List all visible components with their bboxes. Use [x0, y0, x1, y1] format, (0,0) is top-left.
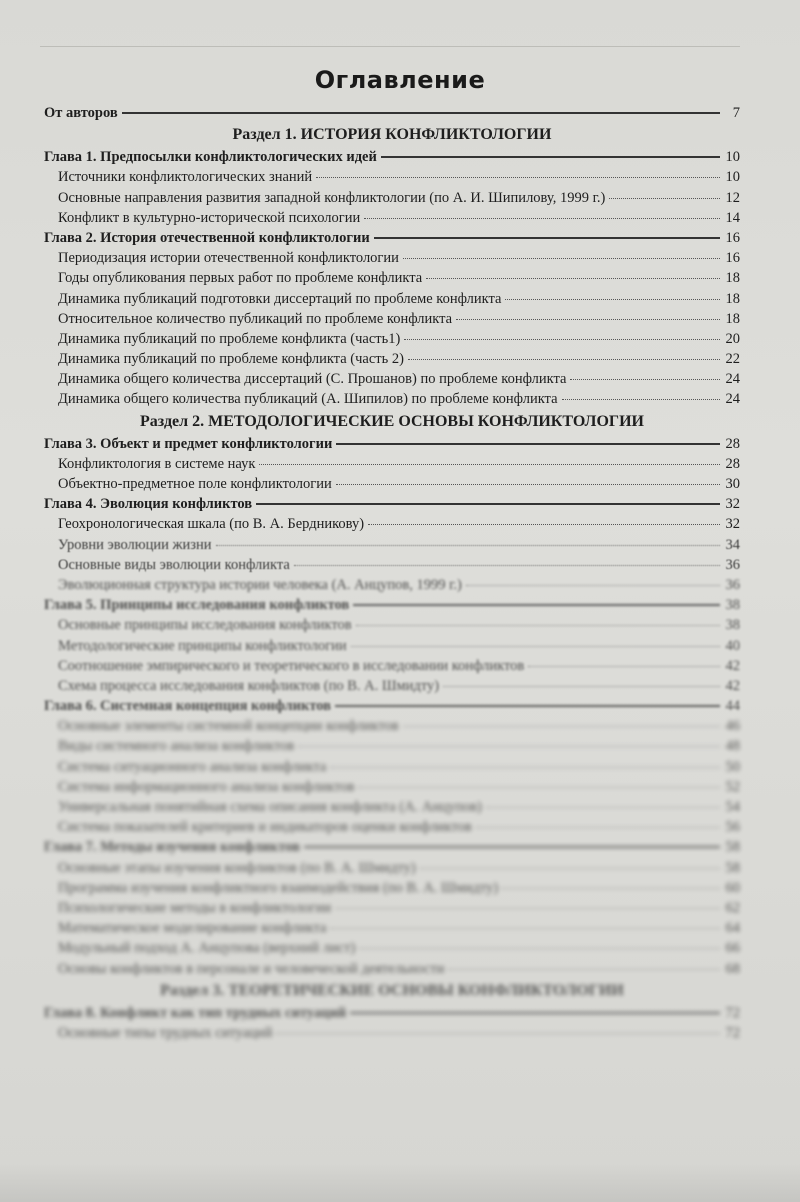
toc-page-number: 18	[725, 290, 740, 307]
toc-item-row	[44, 188, 740, 208]
dot-leader	[448, 969, 720, 970]
page-title: Оглавление	[314, 66, 486, 94]
toc-chapter-row	[44, 434, 740, 454]
toc-page-number: 32	[725, 496, 740, 513]
toc-item-row	[44, 289, 740, 309]
dot-leader	[456, 319, 720, 320]
toc-item-row	[44, 716, 740, 736]
toc-section-title: Раздел 1. ИСТОРИЯ КОНФЛИКТОЛОГИИ	[232, 126, 552, 144]
toc-item-title: Основные направления развития западной конфликтологии (по А. И. Шипилову, 1999 г.)	[58, 189, 606, 206]
toc-item-row	[44, 535, 740, 555]
toc-item-row	[44, 369, 740, 389]
toc-page-number: 14	[725, 209, 740, 226]
toc-chapter-row	[44, 228, 740, 248]
dot-leader	[404, 339, 720, 340]
toc-item-row	[44, 309, 740, 329]
toc-item-row	[44, 757, 740, 777]
toc-page-number: 18	[725, 270, 740, 287]
toc-page-number: 66	[725, 940, 740, 957]
toc-item-row	[44, 736, 740, 756]
toc-page-number: 50	[725, 758, 740, 775]
dot-leader	[276, 1033, 720, 1034]
toc-item-title: Основы конфликтов в персонале и человеческой деятельности	[58, 960, 445, 977]
toc-page-number: 56	[725, 819, 740, 836]
toc-page-number: 64	[725, 920, 740, 937]
toc-page-number: 18	[725, 310, 740, 327]
header-rule	[40, 46, 740, 47]
toc-page-number: 28	[725, 435, 740, 452]
toc-item-row	[44, 514, 740, 534]
toc-page-number: 12	[725, 189, 740, 206]
dot-leader	[336, 484, 720, 485]
dot-leader	[476, 827, 720, 828]
dot-leader	[336, 443, 720, 445]
toc-page-number: 7	[732, 105, 740, 121]
toc-page-number: 62	[725, 899, 740, 916]
dot-leader	[350, 1012, 720, 1014]
toc-page-number: 40	[725, 637, 740, 654]
toc-item-title: Психологические методы в конфликтологии	[58, 899, 332, 916]
toc-item-row	[44, 797, 740, 817]
toc-page-number: 24	[725, 371, 740, 388]
toc-chapter-row	[44, 595, 740, 615]
toc-item-row	[44, 898, 740, 918]
toc-page-number: 48	[725, 738, 740, 755]
toc-page-number: 68	[725, 960, 740, 977]
toc-page-number: 36	[725, 556, 740, 573]
toc-page-number: 22	[725, 351, 740, 368]
dot-leader	[403, 258, 720, 259]
toc-chapter-title: Глава 3. Объект и предмет конфликтологии	[44, 435, 333, 452]
dot-leader	[364, 218, 720, 219]
toc-page-number: 32	[725, 516, 740, 533]
toc-item-row	[44, 248, 740, 268]
toc-page-number: 54	[725, 799, 740, 815]
toc-item-title: Основные принципы исследования конфликтов	[58, 617, 352, 634]
toc-page-number: 10	[725, 149, 740, 166]
toc-item-title: Соотношение эмпирического и теоретического в исследовании конфликтов	[58, 657, 525, 674]
toc-item-title: Уровни эволюции жизни	[58, 536, 212, 553]
dot-leader	[216, 545, 720, 546]
toc-item-title: Геохронологическая шкала (по В. А. Бердникову)	[58, 516, 365, 533]
toc-item-row	[44, 167, 740, 187]
toc-item-row	[44, 676, 740, 696]
toc-item-title: Математическое моделирование конфликта	[58, 920, 327, 937]
toc-section-row	[44, 979, 740, 1003]
dot-leader	[609, 198, 720, 199]
toc-item-title: Динамика общего количества публикаций (А. Шипилов) по проблеме конфликта	[58, 391, 558, 408]
toc-item-row	[44, 1023, 740, 1043]
toc-item-row	[44, 555, 740, 575]
toc-chapter-title: Глава 7. Методы изучения конфликтов	[44, 839, 301, 856]
toc-page-number: 38	[725, 617, 740, 634]
toc-item-title: Динамика публикаций подготовки диссертаций по проблеме конфликта	[58, 290, 502, 307]
toc-item-title: Система информационного анализа конфликтов	[58, 778, 355, 795]
dot-leader	[353, 604, 720, 606]
dot-leader	[356, 625, 720, 626]
toc-item-row	[44, 938, 740, 958]
toc-item-title: Программа изучения конфликтного взаимодействия (по В. А. Шмидту)	[58, 879, 499, 896]
toc-item-title: Основные этапы изучения конфликтов (по В. А. Шмидту)	[58, 859, 416, 876]
toc-page-number: 10	[725, 169, 740, 186]
toc-page-number: 58	[725, 839, 740, 856]
dot-leader	[374, 237, 720, 239]
toc-item-title: Методологические принципы конфликтологии	[58, 637, 347, 654]
toc-item-row	[44, 329, 740, 349]
dot-leader	[562, 399, 720, 400]
dot-leader	[368, 524, 720, 525]
dot-leader	[294, 565, 720, 566]
toc-item-title: Динамика публикаций по проблеме конфликта (часть1)	[58, 330, 401, 347]
toc-item-title: Годы опубликования первых работ по проблеме конфликта	[58, 270, 423, 287]
toc-section-title: Раздел 3. ТЕОРЕТИЧЕСКИЕ ОСНОВЫ КОНФЛИКТОЛОГИИ	[160, 981, 624, 999]
toc-item-title: Основные элементы системной концепции конфликтов	[58, 718, 399, 735]
toc-chapter-row	[44, 837, 740, 857]
toc-item-row	[44, 878, 740, 898]
toc-chapter-row	[44, 147, 740, 167]
dot-leader	[358, 787, 720, 788]
toc-item-title: Динамика общего количества диссертаций (С. Прошанов) по проблеме конфликта	[58, 371, 567, 388]
toc-page-number: 52	[725, 778, 740, 795]
toc-section-title: Раздел 2. МЕТОДОЛОГИЧЕСКИЕ ОСНОВЫ КОНФЛИКТОЛОГИИ	[140, 412, 644, 430]
toc-page-number: 20	[725, 330, 740, 347]
toc-item-title: Конфликт в культурно-исторической психологии	[58, 209, 361, 226]
toc-page-number: 58	[725, 859, 740, 876]
toc-item-title: Основные виды эволюции конфликта	[58, 556, 290, 573]
toc-section-row	[44, 410, 740, 434]
toc-item-row	[44, 656, 740, 676]
toc-page-number: 38	[725, 597, 740, 614]
toc-page-number: 44	[725, 698, 740, 715]
toc-item-row	[44, 918, 740, 938]
toc-item-row	[44, 615, 740, 635]
toc-item-title: Модульный подход А. Анцупова (верхний лист)	[58, 940, 356, 957]
dot-leader	[316, 177, 720, 178]
toc-item-title: Универсальная понятийная схема описания конфликта (А. Анцупов)	[58, 799, 482, 815]
dot-leader	[486, 807, 720, 808]
dot-leader	[403, 726, 720, 727]
toc-page-number: 30	[725, 476, 740, 492]
toc-page-number: 42	[725, 677, 740, 694]
toc-item-row	[44, 817, 740, 837]
dot-leader	[298, 746, 720, 747]
toc-item-title: Конфликтология в системе наук	[58, 455, 256, 472]
toc-item-title: Относительное количество публикаций по проблеме конфликта	[58, 310, 453, 327]
toc-item-title: Динамика публикаций по проблеме конфликта (часть 2)	[58, 351, 404, 368]
toc-page-number: 24	[725, 391, 740, 408]
dot-leader	[505, 299, 720, 300]
dot-leader	[304, 846, 720, 848]
table-of-contents	[44, 103, 740, 1043]
toc-item-title: Периодизация истории отечественной конфликтологии	[58, 250, 399, 267]
toc-page-number: 72	[725, 1024, 740, 1041]
toc-item-title: Источники конфликтологических знаний	[58, 169, 313, 186]
toc-item-row	[44, 777, 740, 797]
toc-chapter-row	[44, 1003, 740, 1023]
toc-page-number: 36	[725, 576, 740, 593]
dot-leader	[335, 908, 720, 909]
toc-chapter-row	[44, 494, 740, 514]
dot-leader	[502, 888, 720, 889]
toc-item-title: Эволюционная структура истории человека (А. Анцупов, 1999 г.)	[58, 576, 462, 593]
toc-chapter-title: Глава 5. Принципы исследования конфликтов	[44, 597, 350, 614]
toc-item-row	[44, 575, 740, 595]
toc-chapter-title: Глава 6. Системная концепция конфликтов	[44, 698, 331, 715]
toc-chapter-title: Глава 1. Предпосылки конфликтологических идей	[44, 149, 377, 166]
dot-leader	[528, 666, 720, 667]
toc-item-title: Система ситуационного анализа конфликта	[58, 758, 327, 775]
dot-leader	[330, 767, 720, 768]
dot-leader	[330, 928, 720, 929]
toc-item-title: Объектно-предметное поле конфликтологии	[58, 476, 332, 492]
page-shadow	[0, 1162, 800, 1202]
toc-page-number: 34	[725, 536, 740, 553]
toc-page-number: 28	[725, 455, 740, 472]
dot-leader	[443, 686, 720, 687]
toc-author-row	[44, 103, 740, 123]
toc-item-row	[44, 208, 740, 228]
toc-page-number: 46	[725, 718, 740, 735]
toc-page-number: 42	[725, 657, 740, 674]
toc-page-number: 60	[725, 879, 740, 896]
dot-leader	[420, 868, 720, 869]
toc-item-row	[44, 349, 740, 369]
toc-item-row	[44, 636, 740, 656]
toc-section-row	[44, 123, 740, 147]
dot-leader	[256, 503, 720, 505]
toc-item-title: Виды системного анализа конфликтов	[58, 738, 295, 755]
toc-chapter-row	[44, 696, 740, 716]
dot-leader	[359, 948, 720, 949]
dot-leader	[381, 156, 720, 158]
dot-leader	[570, 379, 720, 380]
toc-chapter-title: Глава 2. История отечественной конфликтологии	[44, 229, 370, 246]
toc-item-row	[44, 959, 740, 979]
dot-leader	[335, 705, 720, 707]
toc-item-row	[44, 454, 740, 474]
toc-item-row	[44, 389, 740, 409]
toc-item-row	[44, 858, 740, 878]
toc-author-title: От авторов	[44, 105, 118, 121]
toc-item-row	[44, 474, 740, 494]
dot-leader	[426, 278, 720, 279]
toc-item-title: Основные типы трудных ситуаций	[58, 1024, 273, 1041]
toc-chapter-title: Глава 4. Эволюция конфликтов	[44, 496, 253, 513]
dot-leader	[122, 112, 720, 114]
toc-item-title: Схема процесса исследования конфликтов (по В. А. Шмидту)	[58, 677, 440, 694]
dot-leader	[466, 585, 720, 586]
toc-chapter-title: Глава 8. Конфликт как тип трудных ситуаций	[44, 1004, 347, 1021]
toc-item-row	[44, 268, 740, 288]
dot-leader	[259, 464, 720, 465]
toc-page-number: 16	[725, 250, 740, 267]
dot-leader	[408, 359, 720, 360]
toc-page-number: 16	[725, 229, 740, 246]
dot-leader	[351, 646, 720, 647]
toc-item-title: Система показателей критериев и индикаторов оценки конфликтов	[58, 819, 472, 836]
toc-page-number: 72	[725, 1004, 740, 1021]
